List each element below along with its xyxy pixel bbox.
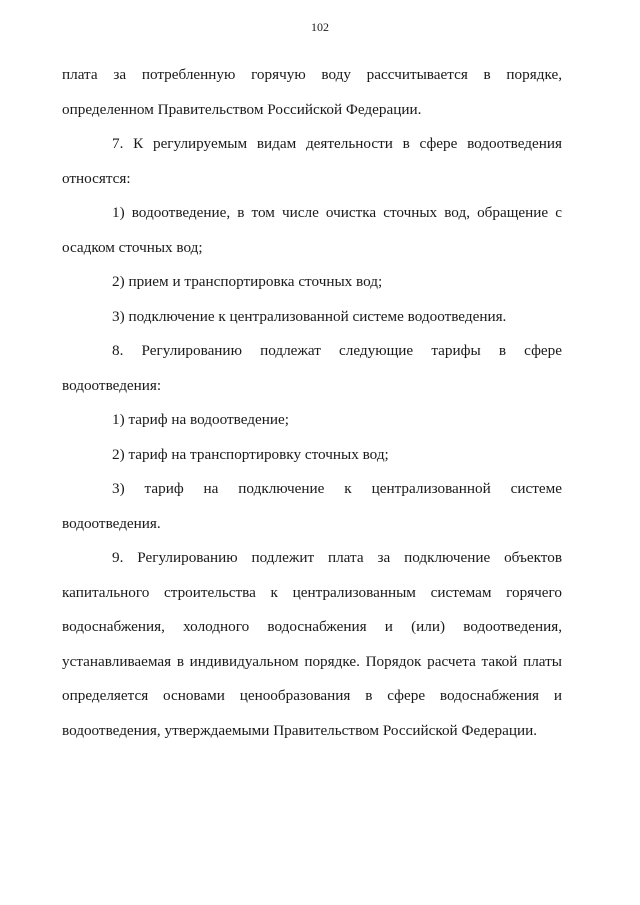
document-body [62, 58, 562, 748]
paragraph-item-8-3: 3) тариф на подключение к централизованной системе водоотведения. [62, 480, 562, 532]
paragraph-item-7-2: 2) прием и транспортировка сточных вод; [112, 273, 383, 290]
page-number: 102 [311, 20, 329, 34]
paragraph-item-8-1: 1) тариф на водоотведение; [112, 411, 289, 428]
paragraph-item-7-1: 1) водоотведение, в том числе очистка сточных вод, обращение с осадком сточных вод; [62, 204, 562, 256]
paragraph-item-8-2: 2) тариф на транспортировку сточных вод; [112, 445, 389, 463]
paragraph-item-7: 7. К регулируемым видам деятельности в сфере водоотведения относятся: [62, 135, 562, 187]
paragraph-item-9: 9. Регулированию подлежит плата за подключение объектов капитального строительства к централизованным системам горячего водоснабжения, холодного водоснабжения и (или) водоотведения, устанавливаемая в индивидуальном порядке. Порядок расчета такой платы определяется основами ценообразования в сфере водоснабжения и водоотведения, утверждаемыми Правительством Российской Федерации. [62, 549, 562, 739]
paragraph-item-8: 8. Регулированию подлежат следующие тарифы в сфере водоотведения: [62, 342, 562, 394]
paragraph-continuation: плата за потребленную горячую воду рассчитывается в порядке, определенном Правительством Российской Федерации. [62, 66, 562, 118]
paragraph-item-7-3: 3) подключение к централизованной системе водоотведения. [112, 307, 507, 325]
